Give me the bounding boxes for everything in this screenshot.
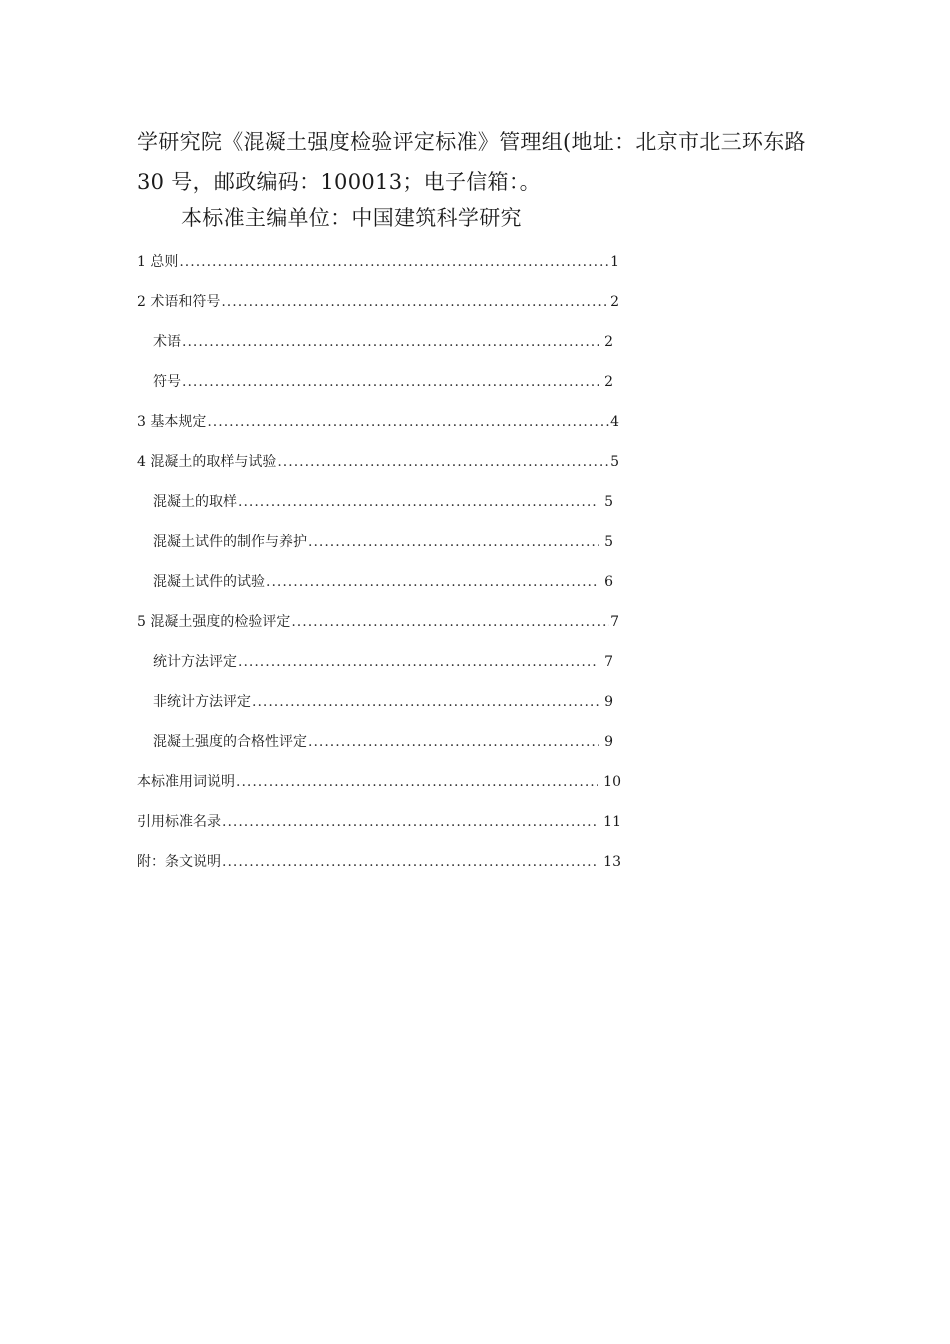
toc-entry-label: 4 混凝土的取样与试验 [137, 454, 277, 470]
toc-leader-dots [182, 370, 599, 394]
toc-leader-dots [236, 770, 598, 794]
toc-entry[interactable] [137, 770, 621, 810]
toc-leader-dots [252, 690, 599, 714]
toc-subentry[interactable] [137, 690, 613, 730]
toc-subentry[interactable] [137, 370, 613, 410]
toc-leader-dots [207, 410, 609, 434]
toc-entry-label: 非统计方法评定 [153, 694, 251, 710]
toc-entry-page: 11 [603, 814, 621, 830]
table-of-contents [137, 250, 627, 890]
toc-entry[interactable] [137, 250, 619, 290]
toc-leader-dots [277, 450, 609, 474]
toc-leader-dots [308, 530, 599, 554]
toc-entry-label: 附：条文说明 [137, 854, 221, 870]
toc-entry-label: 混凝土的取样 [153, 494, 237, 510]
chief-editor-line: 本标准主编单位：中国建筑科学研究 [181, 206, 522, 230]
toc-entry-page: 13 [603, 854, 621, 870]
toc-entry-label: 引用标准名录 [137, 814, 221, 830]
toc-entry-page: 2 [604, 374, 613, 390]
toc-entry-page: 5 [604, 534, 613, 550]
toc-entry-label: 5 混凝土强度的检验评定 [137, 614, 291, 630]
toc-leader-dots [238, 490, 599, 514]
toc-leader-dots [221, 290, 609, 314]
toc-entry-page: 9 [604, 694, 613, 710]
intro-line-1: 学研究院《混凝土强度检验评定标准》管理组(地址：北京市北三环东路 [137, 130, 806, 154]
toc-entry-page: 2 [604, 334, 613, 350]
toc-entry-page: 5 [610, 454, 619, 470]
toc-entry-label: 符号 [153, 374, 181, 390]
toc-entry-page: 7 [610, 614, 619, 630]
toc-entry-label: 混凝土试件的试验 [153, 574, 265, 590]
toc-entry-label: 术语 [153, 334, 181, 350]
toc-subentry[interactable] [137, 530, 613, 570]
toc-entry-page: 6 [604, 574, 613, 590]
toc-entry-label: 统计方法评定 [153, 654, 237, 670]
toc-leader-dots [266, 570, 599, 594]
toc-leader-dots [222, 850, 598, 874]
toc-entry-page: 1 [610, 254, 619, 270]
toc-entry-label: 混凝土强度的合格性评定 [153, 734, 307, 750]
toc-leader-dots [179, 250, 609, 274]
toc-leader-dots [182, 330, 599, 354]
intro-line-2: 30 号，邮政编码：100013；电子信箱：。 [137, 170, 541, 194]
toc-entry[interactable] [137, 410, 619, 450]
toc-entry[interactable] [137, 610, 619, 650]
toc-leader-dots [238, 650, 599, 674]
toc-entry-page: 4 [610, 414, 619, 430]
intro-paragraph [137, 122, 857, 202]
toc-entry-page: 10 [603, 774, 621, 790]
toc-entry[interactable] [137, 850, 621, 890]
toc-entry-label: 3 基本规定 [137, 414, 207, 430]
toc-leader-dots [222, 810, 598, 834]
toc-leader-dots [291, 610, 609, 634]
toc-entry[interactable] [137, 450, 619, 490]
toc-entry-label: 1 总则 [137, 254, 179, 270]
toc-entry-label: 混凝土试件的制作与养护 [153, 534, 307, 550]
toc-entry-page: 7 [604, 654, 613, 670]
toc-entry-page: 5 [604, 494, 613, 510]
toc-leader-dots [308, 730, 599, 754]
toc-entry-page: 9 [604, 734, 613, 750]
toc-entry-page: 2 [610, 294, 619, 310]
toc-entry[interactable] [137, 810, 621, 850]
toc-subentry[interactable] [137, 490, 613, 530]
toc-subentry[interactable] [137, 650, 613, 690]
toc-entry-label: 本标准用词说明 [137, 774, 235, 790]
toc-subentry[interactable] [137, 570, 613, 610]
toc-subentry[interactable] [137, 730, 613, 770]
toc-entry[interactable] [137, 290, 619, 330]
toc-entry-label: 2 术语和符号 [137, 294, 221, 310]
toc-subentry[interactable] [137, 330, 613, 370]
